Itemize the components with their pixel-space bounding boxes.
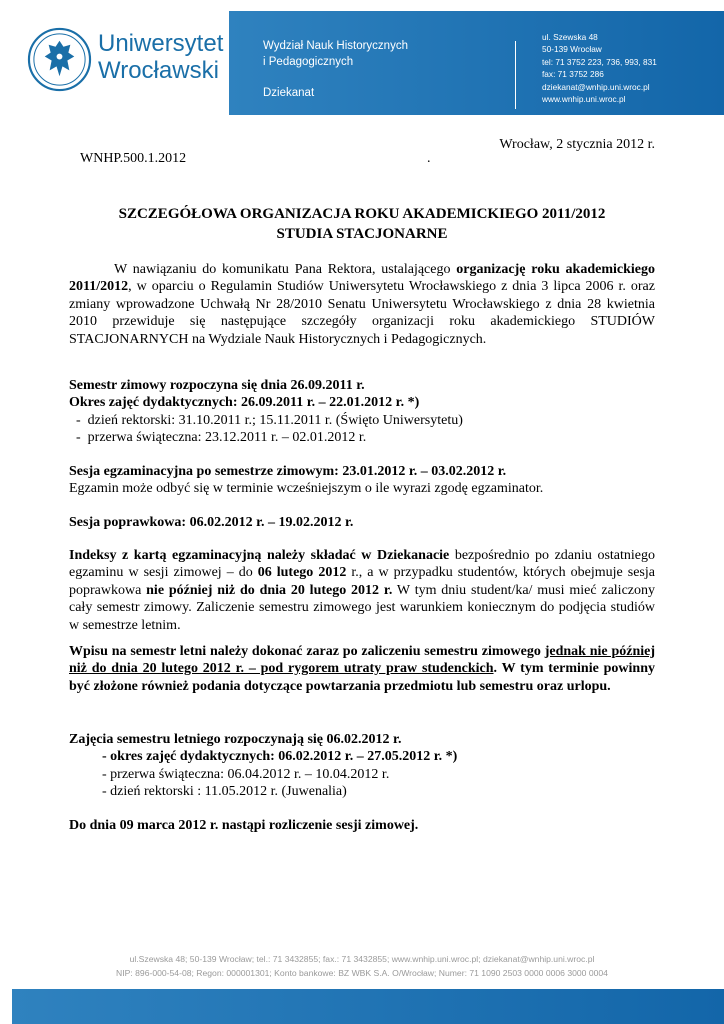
summer-rector-day: - dzień rektorski : 11.05.2012 r. (Juwenalia) [102,784,347,800]
entry-text-underlined: jednak nie później niż do dnia 20 lutego 2012 r. – pod rygorem utraty praw studenckich [69,644,655,677]
winter-rector-day: - dzień rektorski: 31.10.2011 r.; 15.11.2011 r. (Święto Uniwersytetu) [69,412,463,428]
index-text-deadline: 06 lutego 2012 [257,565,347,581]
header-banner [229,11,724,115]
document-date: Wrocław, 2 stycznia 2012 r. [499,137,655,152]
document-subtitle: STUDIA STACJONARNE [276,226,448,242]
department-name [263,38,408,70]
department-line2: i Pedagogicznych [263,56,354,68]
intro-text-c: , w oparciu o Regulamin Studiów Uniwersytetu Wrocławskiego z dnia 3 lipca 2006 r. oraz zmiany wprowadzone Uchwałą Nr 28/2010 Senatu Uniwersytetu Wrocławskiego z dnia 28 kwietnia 2010 przewiduje się następujące szczegóły organizacji roku akademickiego STUDIÓW STACJONARNYCH na Wydziale Nauk Historycznych i Pedagogicznych. [69,279,655,347]
exam-session-note: Egzamin może odbyć się w terminie wcześniejszym o ile wyrazi zgodę egzaminator. [69,481,544,497]
retake-session: Sesja poprawkowa: 06.02.2012 r. – 19.02.2012 r. [69,515,354,530]
intro-paragraph [69,261,655,348]
footer-bar [12,989,724,1024]
contact-postcode: 50-139 Wrocław [542,44,602,55]
contact-fax: fax: 71 3752 286 [542,69,604,80]
contact-website[interactable]: www.wnhip.uni.wroc.pl [542,94,626,105]
intro-text-a: W nawiązaniu do komunikatu Pana Rektora, ustalającego [114,262,457,277]
index-text-f: W tym dniu student/ka/ musi mieć zaliczony cały semestr zimowy. Zaliczenie semestru zimowego jest warunkiem koniecznym do podjęcia studiów w semestrze letnim. [69,582,655,633]
winter-holiday-break: - przerwa świąteczna: 23.12.2011 r. – 02.01.2012 r. [69,430,367,446]
eagle-crest-icon [27,27,92,92]
index-text-bold-a: Indeksy z kartą egzaminacyjną należy składać w Dziekanacie [69,548,450,563]
contact-block [542,31,657,105]
exam-session-block [69,463,655,498]
winter-classes-period: Okres zajęć dydaktycznych: 26.09.2011 r. – 22.01.2012 r. *) [69,395,420,411]
winter-semester-block [69,377,655,447]
letterhead [0,0,724,118]
index-text-b: bezpośrednio po zdaniu ostatniego egzaminu w sesji zimowej – do [69,548,655,581]
document-title: SZCZEGÓŁOWA ORGANIZACJA ROKU AKADEMICKIEGO 2011/2012 [118,206,606,222]
intro-text-bold: organizację roku akademickiego 2011/2012 [69,262,655,295]
document-reference: WNHP.500.1.2012 [80,151,187,166]
banner-divider [515,41,516,109]
footer-contact-line: ul.Szewska 48; 50-139 Wrocław; tel.: 71 3432855; fax.: 71 3432855; www.wnhip.uni.wroc.pl; dziekanat@wnhip.uni.wroc.pl [129,954,595,964]
entry-paragraph [69,643,655,695]
university-name-line2: Wrocławski [98,57,219,84]
contact-email[interactable]: dziekanat@wnhip.uni.wroc.pl [542,81,650,92]
summer-holiday-break: - przerwa świąteczna: 06.04.2012 r. – 10.04.2012 r. [102,766,390,782]
index-text-d: r., a w przypadku studentów, których obejmuje sesja poprawkowa [69,565,655,598]
winter-start: Semestr zimowy rozpoczyna się dnia 26.09.2011 r. [69,378,365,393]
reference-dot: . [427,151,431,166]
index-paragraph [69,547,655,634]
entry-text-a: Wpisu na semestr letni należy dokonać zaraz po zaliczeniu semestru zimowego [69,644,545,659]
summer-semester-block [69,731,655,801]
index-text-retake-deadline: nie później niż do dnia 20 lutego 2012 r. [146,582,393,598]
dean-office-label: Dziekanat [263,87,315,99]
contact-address: ul. Szewska 48 [542,32,598,42]
department-line1: Wydział Nauk Historycznych [263,40,408,52]
summer-classes-period: - okres zajęć dydaktycznych: 06.02.2012 r. – 27.05.2012 r. *) [102,749,458,765]
university-name [98,30,223,84]
university-name-line1: Uniwersytet [98,30,224,57]
footer-bank-line: NIP: 896-000-54-08; Regon: 000001301; Konto bankowe: BZ WBK S.A. O/Wrocław; Numer: 71 1090 2503 0000 0006 3000 0004 [116,968,608,978]
contact-phone: tel: 71 3752 223, 736, 993, 831 [542,56,657,67]
summer-start: Zajęcia semestru letniego rozpoczynają się 06.02.2012 r. [69,732,402,747]
exam-session-dates: Sesja egzaminacyjna po semestrze zimowym: 23.01.2012 r. – 03.02.2012 r. [69,464,507,479]
final-settlement: Do dnia 09 marca 2012 r. nastąpi rozliczenie sesji zimowej. [69,818,419,833]
entry-text-c: . W tym terminie powinny być złożone również podania dotyczące powtarzania przedmiotu lub semestru oraz urlopu. [69,661,655,694]
